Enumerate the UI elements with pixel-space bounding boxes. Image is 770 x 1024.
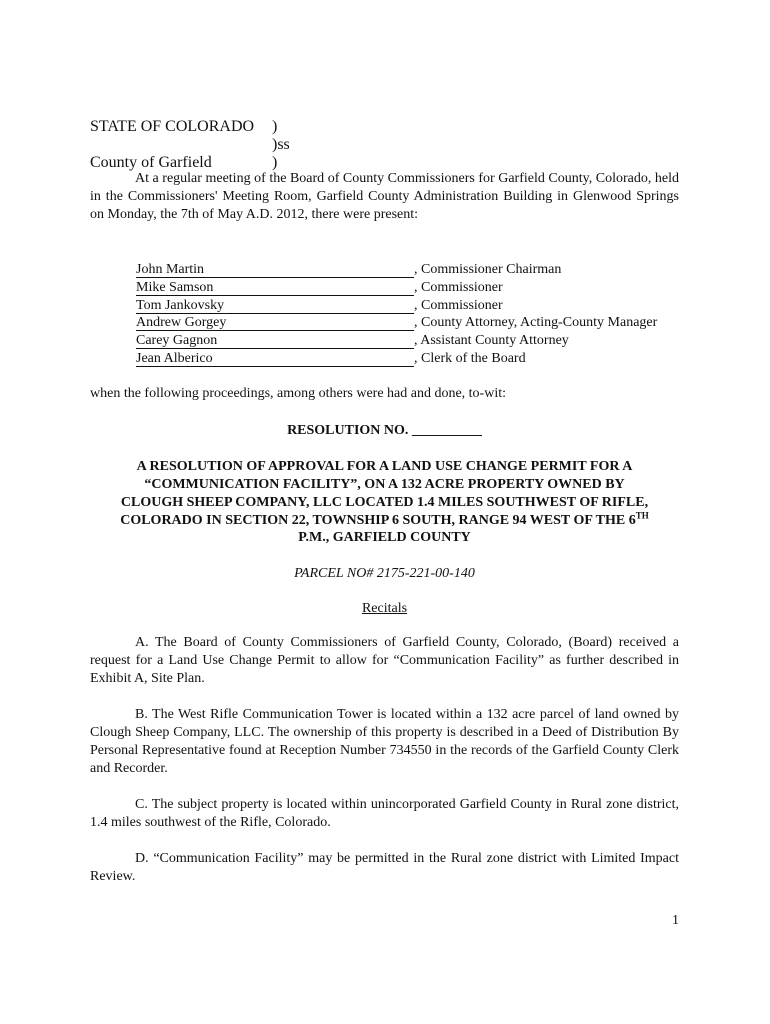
parcel-number: PARCEL NO# 2175-221-00-140 bbox=[294, 566, 475, 581]
present-name: Carey Gagnon bbox=[136, 334, 414, 349]
present-name: Andrew Gorgey bbox=[136, 316, 414, 331]
resolution-number: RESOLUTION NO. __________ bbox=[287, 423, 482, 438]
page-number: 1 bbox=[672, 913, 679, 928]
intro-paragraph: At a regular meeting of the Board of County Commissioners for Garfield County, Colorado, held in the Commissioners' Meeting Room, Garfield County Administration Building in Glenwood Springs on Monday, the 7th of May A.D. 2012, there were present: bbox=[90, 171, 679, 222]
recital-c: C. The subject property is located within unincorporated Garfield County in Rural zone district, 1.4 miles southwest of the Rifle, Colorado. bbox=[90, 797, 679, 830]
venue-state-row bbox=[90, 118, 390, 136]
present-role: , Clerk of the Board bbox=[414, 350, 526, 366]
present-row bbox=[136, 332, 696, 350]
present-name: John Martin bbox=[136, 263, 414, 278]
title-line: CLOUGH SHEEP COMPANY, LLC LOCATED 1.4 MILES SOUTHWEST OF RIFLE, bbox=[120, 495, 649, 510]
state-bracket: ) bbox=[272, 118, 278, 135]
recital-d: D. “Communication Facility” may be permitted in the Rural zone district with Limited Impact Review. bbox=[90, 851, 679, 884]
present-name: Jean Alberico bbox=[136, 352, 414, 367]
present-role: , Assistant County Attorney bbox=[414, 333, 569, 349]
present-list bbox=[136, 261, 696, 368]
venue-block bbox=[90, 118, 390, 172]
recital-b: B. The West Rifle Communication Tower is located within a 132 acre parcel of land owned by Clough Sheep Company, LLC. The ownership of this property is described in a Deed of Distribution By Personal Representative found at Reception Number 734550 in the records of the Garfield County Clerk and Recorder. bbox=[90, 707, 679, 776]
title-line: P.M., GARFIELD COUNTY bbox=[298, 530, 471, 545]
title-line-with-sup bbox=[90, 512, 679, 530]
present-role: , Commissioner bbox=[414, 279, 503, 295]
present-role: , County Attorney, Acting-County Manager bbox=[414, 315, 658, 331]
ss-bracket: )ss bbox=[272, 136, 290, 153]
title-line: A RESOLUTION OF APPROVAL FOR A LAND USE CHANGE PERMIT FOR A bbox=[136, 459, 633, 474]
present-role: , Commissioner Chairman bbox=[414, 262, 562, 277]
present-row bbox=[136, 350, 696, 368]
title-line: COLORADO IN SECTION 22, TOWNSHIP 6 SOUTH, RANGE 94 WEST OF THE 6 bbox=[120, 513, 636, 528]
venue-ss-row bbox=[90, 136, 390, 154]
present-name: Tom Jankovsky bbox=[136, 299, 414, 314]
present-role: , Commissioner bbox=[414, 297, 503, 313]
recitals-heading: Recitals bbox=[361, 601, 408, 616]
title-superscript: TH bbox=[635, 510, 649, 521]
recital-a: A. The Board of County Commissioners of Garfield County, Colorado, (Board) received a request for a Land Use Change Permit to allow for “Communication Facility” as further described in Exhibit A, Site Plan. bbox=[90, 635, 679, 686]
present-row bbox=[136, 297, 696, 315]
county-label: County of Garfield bbox=[90, 154, 212, 171]
present-row bbox=[136, 314, 696, 332]
proceedings-line: when the following proceedings, among others were had and done, to-wit: bbox=[90, 386, 507, 401]
present-name: Mike Samson bbox=[136, 281, 414, 296]
county-bracket: ) bbox=[272, 154, 278, 171]
present-row bbox=[136, 279, 696, 297]
state-label: STATE OF COLORADO bbox=[90, 118, 255, 135]
title-line: “COMMUNICATION FACILITY”, ON A 132 ACRE PROPERTY OWNED BY bbox=[144, 477, 625, 492]
present-row bbox=[136, 261, 696, 279]
